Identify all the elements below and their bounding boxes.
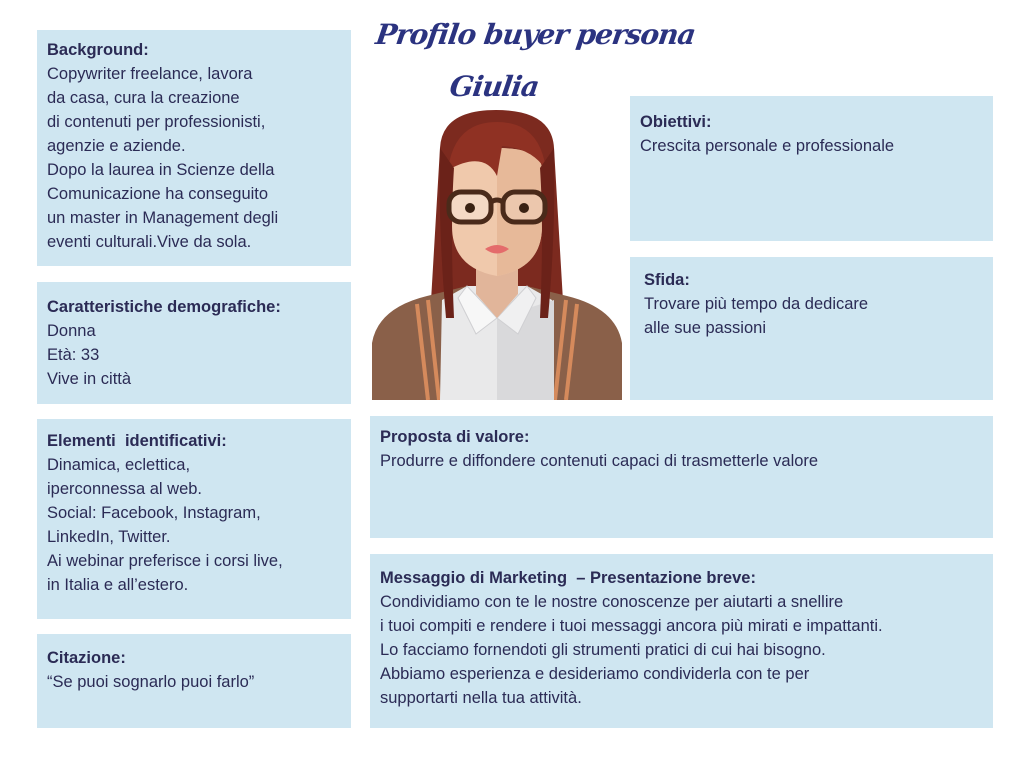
eye-left xyxy=(465,203,475,213)
identifying-elements-line: Dinamica, eclettica, xyxy=(47,456,191,474)
identifying-elements-card xyxy=(37,419,351,619)
value-proposition-heading: Proposta di valore: xyxy=(380,428,530,446)
background-line: eventi culturali.Vive da sola. xyxy=(47,233,252,251)
background-line: Comunicazione ha conseguito xyxy=(47,185,269,203)
demographics-heading: Caratteristiche demografiche: xyxy=(47,298,281,316)
identifying-elements-line: iperconnessa al web. xyxy=(47,480,203,498)
background-heading: Background: xyxy=(47,41,149,59)
demographics-line: Età: 33 xyxy=(47,346,100,364)
eye-right xyxy=(519,203,529,213)
quote-card xyxy=(37,634,351,728)
marketing-message-card xyxy=(370,554,993,728)
identifying-elements-line: LinkedIn, Twitter. xyxy=(47,528,171,546)
value-proposition-line: Produrre e diffondere contenuti capaci di trasmetterle valore xyxy=(380,452,819,470)
quote-text: “Se puoi sognarlo puoi farlo” xyxy=(47,673,255,691)
marketing-message-line: Abbiamo esperienza e desideriamo condividerla con te per xyxy=(380,665,810,683)
identifying-elements-line: in Italia e all’estero. xyxy=(47,576,189,594)
demographics-line: Vive in città xyxy=(47,370,132,388)
identifying-elements-line: Social: Facebook, Instagram, xyxy=(47,504,261,522)
challenge-line: Trovare più tempo da dedicare xyxy=(644,295,869,313)
background-line: da casa, cura la creazione xyxy=(47,89,240,107)
challenge-heading: Sfida: xyxy=(644,271,690,289)
marketing-message-line: i tuoi compiti e rendere i tuoi messaggi ancora più mirati e impattanti. xyxy=(380,617,883,635)
background-card xyxy=(37,30,351,266)
background-line: un master in Management degli xyxy=(47,209,279,227)
persona-name: Giulia xyxy=(447,70,541,103)
challenge-line: alle sue passioni xyxy=(644,319,766,337)
demographics-card xyxy=(37,282,351,404)
background-line: di contenuti per professionisti, xyxy=(47,113,266,131)
marketing-message-heading: Messaggio di Marketing – Presentazione breve: xyxy=(380,569,756,587)
goals-card xyxy=(630,96,993,241)
challenge-card xyxy=(630,257,993,400)
page-title: Profilo buyer persona xyxy=(373,18,698,51)
goals-line: Crescita personale e professionale xyxy=(640,137,895,155)
marketing-message-line: Condividiamo con te le nostre conoscenze per aiutarti a snellire xyxy=(380,593,844,611)
goals-heading: Obiettivi: xyxy=(640,113,712,131)
value-proposition-card xyxy=(370,416,993,538)
identifying-elements-line: Ai webinar preferisce i corsi live, xyxy=(47,552,283,570)
marketing-message-line: supportarti nella tua attività. xyxy=(380,689,582,707)
background-line: agenzie e aziende. xyxy=(47,137,186,155)
marketing-message-line: Lo facciamo fornendoti gli strumenti pratici di cui hai bisogno. xyxy=(380,641,826,659)
demographics-line: Donna xyxy=(47,322,96,340)
quote-heading: Citazione: xyxy=(47,649,126,667)
background-line: Dopo la laurea in Scienze della xyxy=(47,161,275,179)
identifying-elements-heading: Elementi identificativi: xyxy=(47,432,227,450)
background-line: Copywriter freelance, lavora xyxy=(47,65,253,83)
persona-avatar-illustration xyxy=(372,108,622,400)
